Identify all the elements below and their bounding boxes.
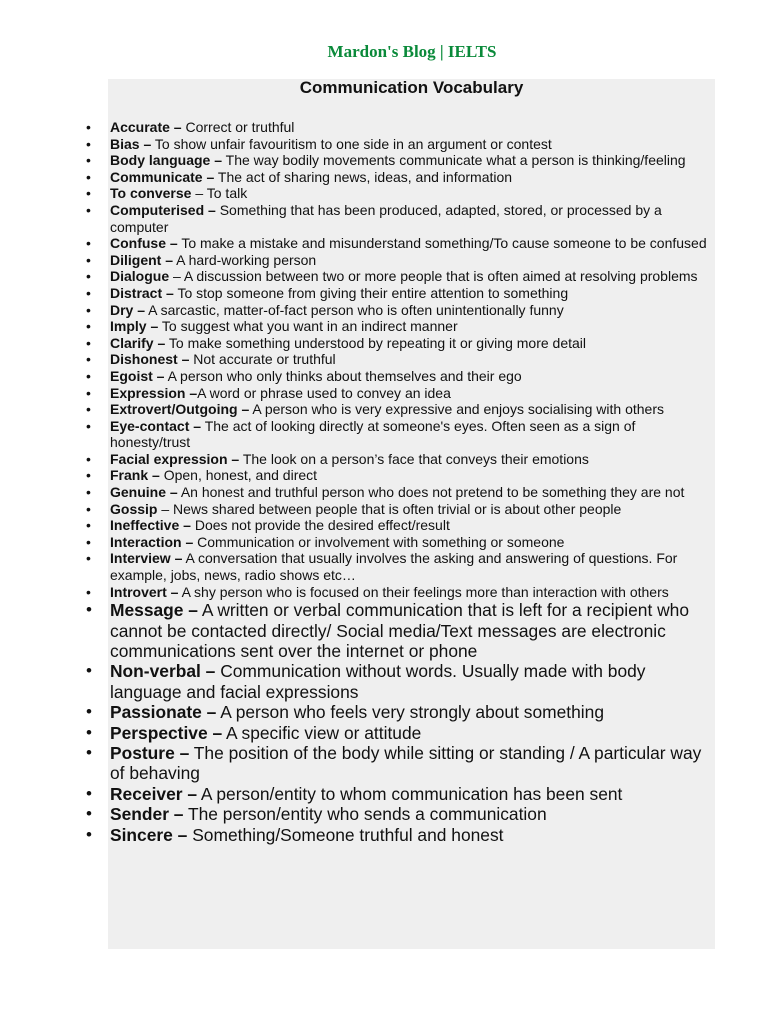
vocab-definition: A shy person who is focused on their feelings more than interaction with others	[181, 583, 669, 600]
vocab-entry	[110, 119, 715, 136]
vocab-definition: A person/entity to whom communication has been sent	[200, 783, 623, 804]
vocab-definition: A sarcastic, matter-of-fact person who is often unintentionally funny	[148, 301, 564, 318]
vocab-entry	[110, 804, 715, 824]
vocab-definition: The way bodily movements communicate what a person is thinking/feeling	[225, 152, 686, 169]
vocab-term: Diligent –	[110, 251, 174, 268]
vocab-definition: To suggest what you want in an indirect manner	[161, 318, 458, 335]
vocab-entry	[110, 584, 715, 601]
vocab-term: Sender –	[110, 804, 184, 825]
vocab-definition: Communication without words. Usually made with body language and facial expressions	[110, 661, 646, 702]
vocab-term: Introvert –	[110, 583, 179, 600]
vocab-definition: – A discussion between two or more people that is often aimed at resolving problems	[173, 268, 698, 285]
vocab-definition: Does not provide the desired effect/result	[194, 517, 450, 534]
vocab-definition: Something that has been produced, adapted, stored, or processed by a computer	[110, 201, 662, 235]
vocab-definition: A person who is very expressive and enjoys socialising with others	[252, 401, 665, 418]
vocab-term: Imply –	[110, 318, 159, 335]
vocab-entry	[110, 235, 715, 252]
vocab-entry	[110, 534, 715, 551]
vocab-entry	[110, 467, 715, 484]
vocab-definition: To make something understood by repeating it or giving more detail	[168, 334, 587, 351]
vocab-definition: An honest and truthful person who does not pretend to be something they are not	[180, 484, 685, 501]
vocab-definition: A word or phrase used to convey an idea	[197, 384, 451, 401]
vocab-definition: Not accurate or truthful	[193, 351, 336, 368]
vocab-entry	[110, 285, 715, 302]
vocab-entry	[110, 335, 715, 352]
vocab-entry	[110, 484, 715, 501]
vocab-term: Posture –	[110, 743, 190, 764]
blog-header: Mardon's Blog | IELTS	[327, 42, 497, 61]
vocab-entry	[110, 825, 715, 845]
vocab-entry	[110, 368, 715, 385]
vocab-definition: – To talk	[195, 185, 248, 202]
vocab-term: To converse	[110, 185, 192, 202]
vocabulary-list	[110, 119, 715, 845]
vocab-entry	[110, 202, 715, 235]
vocab-entry	[110, 600, 715, 661]
vocab-term: Egoist –	[110, 367, 165, 384]
vocab-entry	[110, 169, 715, 186]
vocab-term: Non-verbal –	[110, 661, 216, 682]
vocab-term: Interview –	[110, 550, 183, 567]
vocab-term: Communicate –	[110, 168, 215, 185]
vocab-term: Accurate –	[110, 119, 182, 135]
vocab-term: Bias –	[110, 135, 152, 152]
vocab-definition: A specific view or attitude	[226, 722, 422, 743]
vocab-term: Genuine –	[110, 484, 178, 501]
vocab-entry	[110, 152, 715, 169]
vocab-entry	[110, 743, 715, 784]
vocab-entry	[110, 451, 715, 468]
vocab-entry	[110, 302, 715, 319]
vocab-definition: Correct or truthful	[185, 119, 295, 135]
vocab-term: Frank –	[110, 467, 160, 484]
vocab-definition: – News shared between people that is often trivial or is about other people	[161, 500, 622, 517]
vocab-definition: A hard-working person	[176, 251, 317, 268]
vocab-definition: Communication or involvement with something or someone	[197, 533, 565, 550]
vocab-term: Distract –	[110, 284, 174, 301]
vocab-entry	[110, 185, 715, 202]
vocab-term: Perspective –	[110, 722, 223, 743]
vocab-entry	[110, 517, 715, 534]
vocab-definition: Something/Someone truthful and honest	[192, 824, 504, 845]
vocab-definition: A conversation that usually involves the asking and answering of questions. For example, jobs, news, radio shows etc…	[110, 550, 678, 584]
vocab-entry	[110, 702, 715, 722]
vocab-entry	[110, 784, 715, 804]
vocab-term: Dishonest –	[110, 351, 190, 368]
vocab-term: Ineffective –	[110, 517, 191, 534]
vocab-definition: To stop someone from giving their entire attention to something	[177, 284, 569, 301]
vocab-term: Passionate –	[110, 702, 217, 723]
vocab-term: Dialogue	[110, 268, 170, 285]
vocab-definition: The act of looking directly at someone's eyes. Often seen as a sign of honesty/trust	[110, 417, 636, 451]
vocab-entry	[110, 351, 715, 368]
vocab-entry	[110, 385, 715, 402]
vocab-entry	[110, 661, 715, 702]
vocab-entry	[110, 252, 715, 269]
page-title: Communication Vocabulary	[299, 78, 524, 97]
vocab-term: Expression –	[110, 384, 198, 401]
vocab-definition: A person who feels very strongly about something	[220, 702, 604, 723]
vocab-entry	[110, 318, 715, 335]
vocab-entry	[110, 136, 715, 153]
vocab-term: Sincere –	[110, 824, 188, 845]
vocab-term: Interaction –	[110, 533, 194, 550]
vocab-term: Message –	[110, 600, 198, 621]
vocab-term: Eye-contact –	[110, 417, 202, 434]
vocab-entry	[110, 268, 715, 285]
vocab-entry	[110, 501, 715, 518]
vocab-definition: The person/entity who sends a communication	[188, 804, 547, 825]
vocab-definition: To make a mistake and misunderstand something/To cause someone to be confused	[181, 235, 707, 252]
vocab-term: Extrovert/Outgoing –	[110, 401, 250, 418]
vocab-entry	[110, 401, 715, 418]
vocab-definition: The look on a person’s face that conveys their emotions	[242, 450, 589, 467]
vocab-term: Facial expression –	[110, 450, 240, 467]
vocab-definition: The position of the body while sitting or standing / A particular way of behaving	[110, 743, 702, 784]
vocab-term: Clarify –	[110, 334, 166, 351]
vocab-entry	[110, 723, 715, 743]
vocab-term: Computerised –	[110, 201, 216, 218]
vocab-term: Receiver –	[110, 783, 198, 804]
vocab-term: Dry –	[110, 301, 146, 318]
vocab-entry	[110, 418, 715, 451]
vocab-definition: A written or verbal communication that is left for a recipient who cannot be contacted directly/ Social media/Text messages are electronic communications sent over the internet or phone	[110, 600, 690, 662]
vocab-definition: A person who only thinks about themselves and their ego	[167, 367, 522, 384]
vocab-definition: To show unfair favouritism to one side in an argument or contest	[154, 135, 552, 152]
vocab-definition: The act of sharing news, ideas, and information	[217, 168, 513, 185]
vocab-term: Body language –	[110, 152, 223, 169]
vocab-definition: Open, honest, and direct	[163, 467, 318, 484]
vocab-term: Gossip	[110, 500, 158, 517]
vocab-entry	[110, 550, 715, 583]
vocab-term: Confuse –	[110, 235, 178, 252]
